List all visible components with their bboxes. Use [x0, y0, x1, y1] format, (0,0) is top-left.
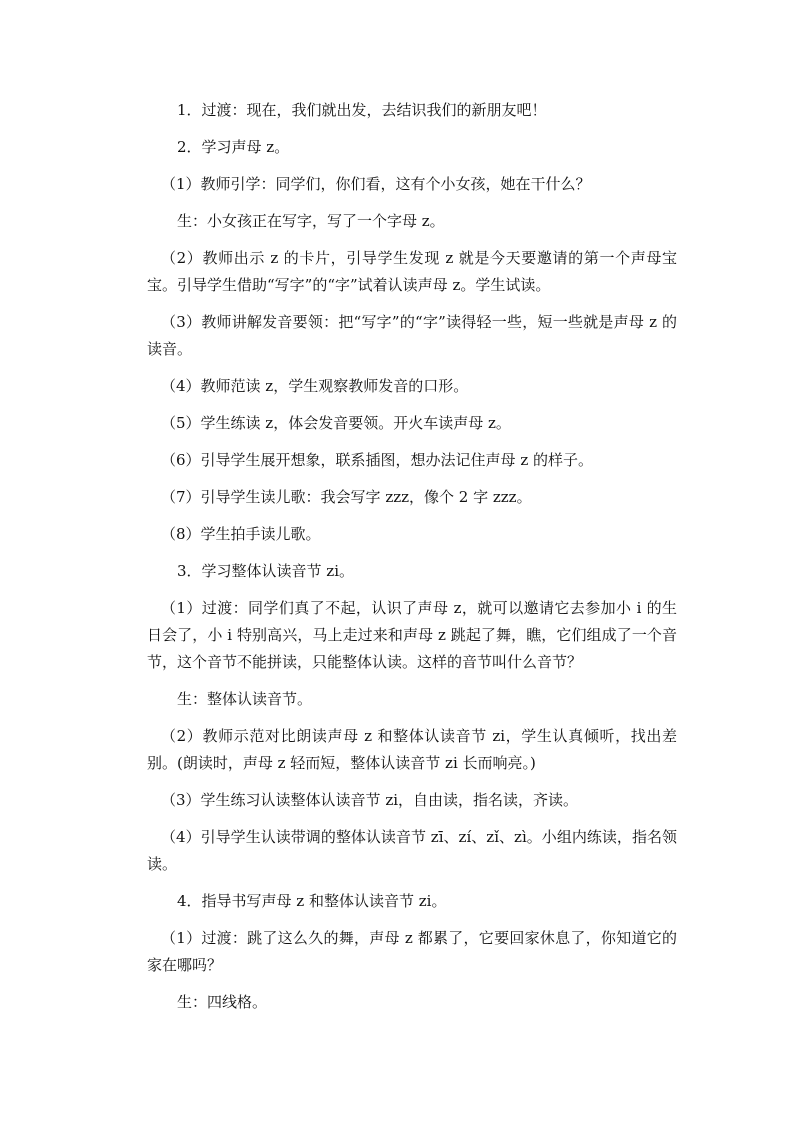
- paragraph-13: （1）过渡：同学们真了不起，认识了声母 z，就可以邀请它去参加小 i 的生日会了，小 i 特别高兴，马上走过来和声母 z 跳起了舞，瞧，它们组成了一个音节，这个音节不能拼读，只能整体认读。这样的音节叫什么音节？: [147, 599, 677, 671]
- paragraph-8: （5）学生练读 z，体会发音要领。开火车读声母 z。: [161, 414, 511, 432]
- paragraph-3: （1）教师引学：同学们，你们看，这有个小女孩，她在干什么？: [161, 175, 591, 193]
- paragraph-18: 4．指导书写声母 z 和整体认读音节 zi。: [177, 892, 447, 910]
- document-body: [147, 97, 677, 1026]
- paragraph-20: 生：四线格。: [177, 993, 268, 1011]
- paragraph-16: （3）学生练习认读整体认读音节 zi，自由读，指名读，齐读。: [161, 791, 579, 809]
- paragraph-7: （4）教师范读 z，学生观察教师发音的口形。: [161, 377, 469, 395]
- paragraph-17: （4）引导学生认读带调的整体认读音节 zī、zí、zǐ、zì。小组内练读，指名领读。: [147, 828, 677, 873]
- paragraph-19: （1）过渡：跳了这么久的舞，声母 z 都累了，它要回家休息了，你知道它的家在哪吗？: [147, 929, 677, 974]
- paragraph-14: 生：整体认读音节。: [177, 690, 313, 708]
- paragraph-12: 3．学习整体认读音节 zi。: [177, 562, 355, 580]
- paragraph-10: （7）引导学生读儿歌：我会写字 zzz，像个 2 字 zzz。: [161, 488, 532, 506]
- paragraph-11: （8）学生拍手读儿歌。: [161, 525, 321, 543]
- paragraph-15: （2）教师示范对比朗读声母 z 和整体认读音节 zi，学生认真倾听，找出差别。(朗读时，声母 z 轻而短，整体认读音节 zi 长而响亮。): [147, 727, 677, 772]
- paragraph-9: （6）引导学生展开想象，联系插图，想办法记住声母 z 的样子。: [161, 451, 593, 469]
- paragraph-6: （3）教师讲解发音要领：把“写字”的“字”读得轻一些，短一些就是声母 z 的读音。: [147, 313, 677, 358]
- paragraph-2: 2．学习声母 z。: [177, 138, 290, 156]
- paragraph-4: 生：小女孩正在写字，写了一个字母 z。: [177, 212, 445, 230]
- paragraph-5: （2）教师出示 z 的卡片，引导学生发现 z 就是今天要邀请的第一个声母宝宝。引导学生借助“写字”的“字”试着认读声母 z。学生试读。: [147, 249, 677, 294]
- paragraph-1: 1．过渡：现在，我们就出发，去结识我们的新朋友吧！: [177, 101, 547, 119]
